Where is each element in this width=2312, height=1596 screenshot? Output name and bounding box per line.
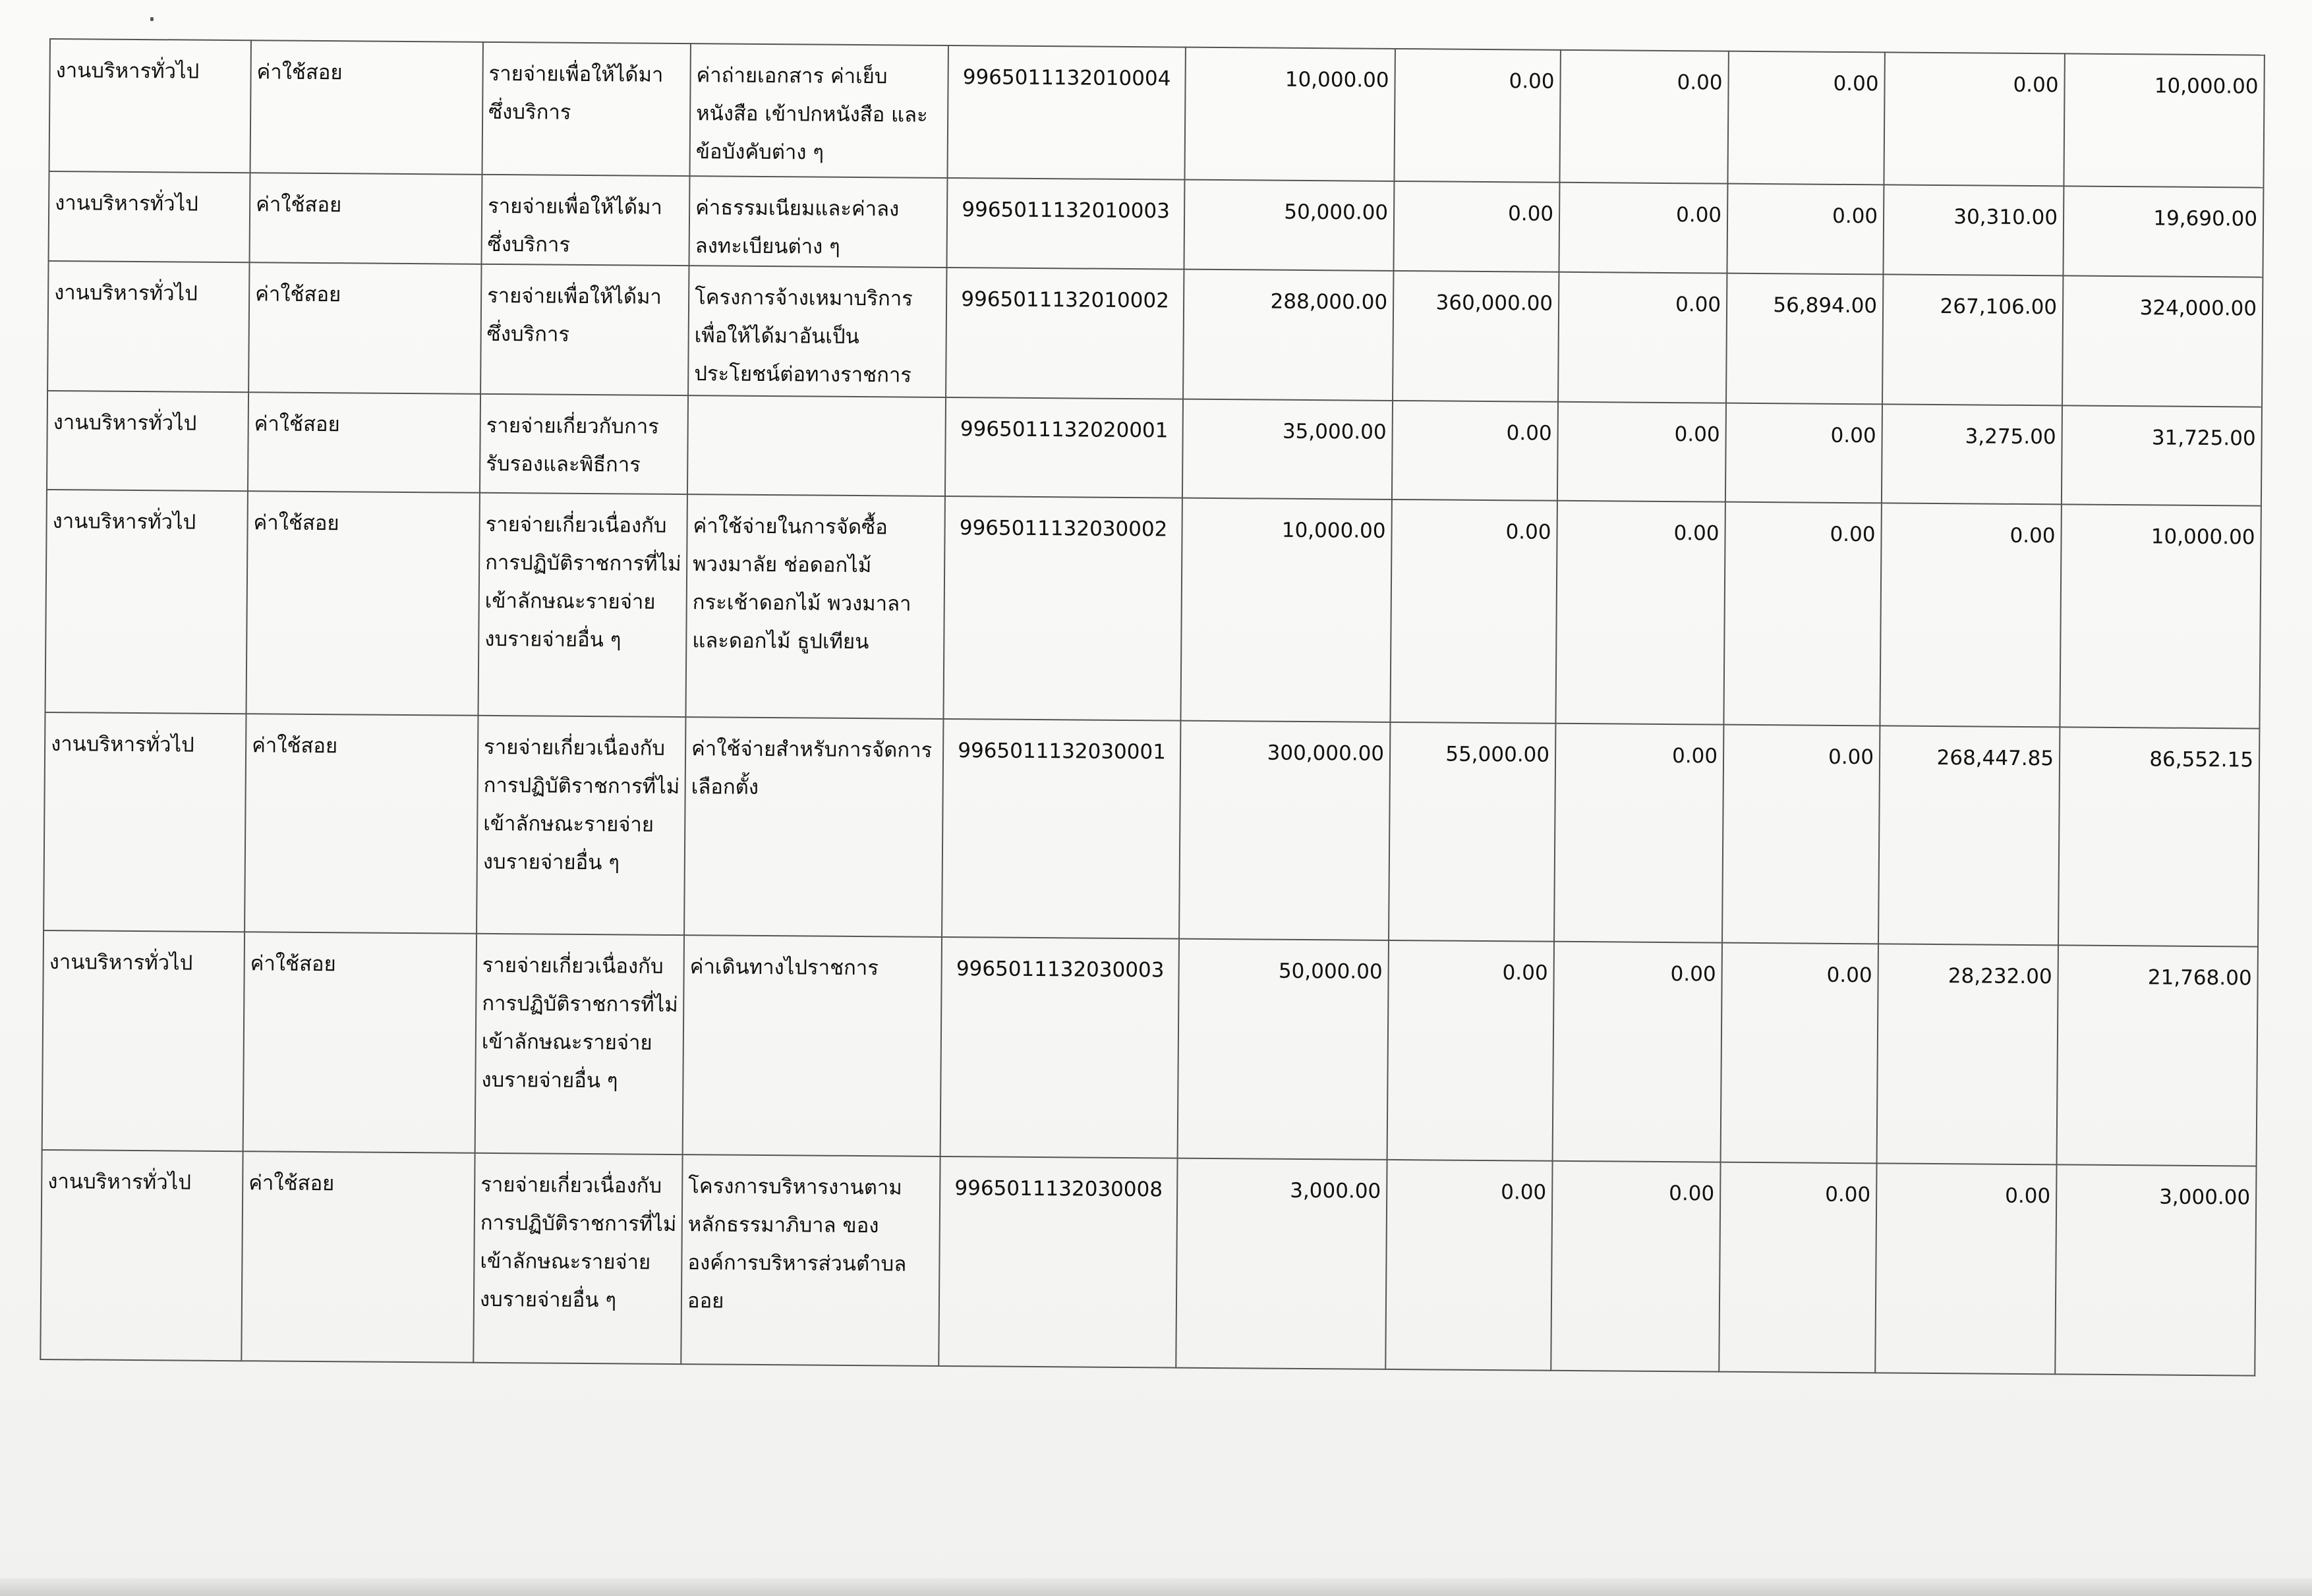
item-line: หนังสือ เข้าปกหนังสือ และ	[696, 101, 928, 127]
budget-amount-cell	[1179, 721, 1390, 940]
department-text: งานบริหารทั่วไป	[47, 1170, 192, 1195]
v1-text: 10,000.00	[1285, 67, 1389, 92]
red-value-cell-2	[1727, 51, 1884, 185]
red-value-cell-1	[1559, 183, 1727, 273]
table-row	[47, 391, 2262, 506]
v1-text: 50,000.00	[1278, 959, 1383, 984]
item-line: โครงการจ้างเหมาบริการ	[695, 285, 913, 311]
category-cell	[243, 932, 477, 1153]
red-value-cell-1	[1555, 501, 1725, 725]
table-row	[42, 930, 2258, 1166]
type-line: การปฏิบัติราชการที่ไม่	[480, 1211, 677, 1237]
remaining-amount-cell	[2060, 504, 2261, 728]
type-line: เข้าลักษณะรายจ่าย	[481, 1029, 652, 1055]
category-cell	[245, 714, 478, 934]
account-code-cell	[947, 45, 1185, 180]
type-line: ซึ่งบริการ	[488, 100, 571, 125]
spent-amount-cell	[1882, 274, 2063, 405]
v6-text: 19,690.00	[2153, 206, 2258, 231]
department-cell	[45, 490, 248, 714]
speck-mark	[150, 17, 154, 21]
type-line: การปฏิบัติราชการที่ไม่	[483, 773, 680, 799]
red-value-cell-1	[1554, 724, 1723, 943]
v5-text: 28,232.00	[1948, 964, 2052, 989]
type-line: เข้าลักษณะรายจ่าย	[484, 588, 656, 614]
v5-text: 3,275.00	[1965, 424, 2056, 449]
v6-text: 21,768.00	[2147, 965, 2252, 990]
spent-amount-cell	[1875, 1163, 2056, 1374]
v4-text: 0.00	[1833, 71, 1879, 96]
item-line: องค์การบริหารส่วนตำบล	[687, 1251, 907, 1276]
v5-text: 268,447.85	[1936, 746, 2054, 771]
spent-amount-cell	[1878, 726, 2060, 945]
type-line: เข้าลักษณะรายจ่าย	[483, 811, 654, 837]
transfer-in-cell	[1385, 1160, 1552, 1371]
table-row	[40, 1150, 2256, 1376]
category-cell	[248, 392, 480, 493]
v1-text: 35,000.00	[1282, 419, 1387, 444]
v6-text: 31,725.00	[2151, 426, 2256, 451]
transfer-in-cell	[1390, 499, 1557, 724]
category-cell	[250, 173, 482, 264]
category-cell	[246, 491, 479, 716]
v6-text: 10,000.00	[2151, 525, 2255, 550]
v6-text: 324,000.00	[2139, 296, 2257, 321]
transfer-in-cell	[1394, 49, 1560, 183]
category-text: ค่าใช้สอย	[254, 412, 340, 437]
v4-text: 0.00	[1830, 522, 1876, 547]
v3-text: 0.00	[1675, 293, 1721, 317]
account-code-cell	[945, 397, 1183, 498]
budget-amount-cell	[1182, 399, 1393, 499]
remaining-amount-cell	[2063, 186, 2263, 277]
account-code-cell	[940, 937, 1179, 1158]
category-cell	[250, 40, 483, 175]
type-line: รับรองและพิธีการ	[486, 451, 641, 477]
v4-text: 0.00	[1832, 204, 1878, 229]
type-line: งบรายจ่ายอื่น ๆ	[481, 1068, 618, 1093]
type-line: การปฏิบัติราชการที่ไม่	[485, 550, 681, 577]
red-value-cell-1	[1559, 50, 1728, 184]
red-value-cell-2	[1726, 273, 1883, 405]
budget-amount-cell	[1184, 180, 1394, 271]
code-text: 9965011132030003	[956, 957, 1165, 983]
spent-amount-cell	[1877, 944, 2058, 1164]
type-line: งบรายจ่ายอื่น ๆ	[479, 1287, 617, 1313]
item-line: ออย	[687, 1289, 724, 1313]
type-line: รายจ่ายเกี่ยวกับการ	[486, 413, 660, 439]
v1-text: 10,000.00	[1281, 518, 1386, 543]
item-line: ค่าใช้จ่ายในการจัดซื้อ	[693, 514, 888, 540]
expense-type-cell	[473, 1153, 682, 1364]
transfer-in-cell	[1387, 940, 1554, 1161]
transfer-in-cell	[1389, 722, 1555, 942]
v5-text: 0.00	[2005, 1183, 2051, 1209]
red-value-cell-2	[1727, 184, 1884, 275]
v3-text: 0.00	[1671, 744, 1718, 768]
remaining-amount-cell	[2062, 405, 2262, 505]
budget-table	[40, 38, 2265, 1377]
item-name-cell[interactable]	[681, 1154, 940, 1366]
department-cell	[49, 171, 250, 262]
department-cell	[49, 39, 251, 173]
expense-type-cell	[475, 934, 684, 1154]
type-line: รายจ่ายเพื่อให้ได้มา	[487, 283, 662, 309]
account-code-cell	[943, 496, 1182, 721]
item-line: และดอกไม้ ธูปเทียน	[692, 629, 869, 654]
expense-type-cell	[477, 716, 685, 935]
red-value-cell-1	[1551, 1161, 1720, 1372]
category-text: ค่าใช้สอย	[253, 511, 339, 536]
category-text: ค่าใช้สอย	[256, 60, 343, 85]
type-line: ซึ่งบริการ	[486, 322, 570, 347]
code-text: 9965011132030002	[959, 516, 1168, 542]
table-row	[47, 261, 2263, 407]
item-name-cell[interactable]	[685, 494, 944, 719]
item-name-cell[interactable]	[689, 176, 947, 268]
remaining-amount-cell	[2058, 727, 2259, 946]
type-line: รายจ่ายเพื่อให้ได้มา	[488, 194, 663, 219]
v3-text: 0.00	[1669, 1182, 1715, 1206]
v3-text: 0.00	[1677, 71, 1723, 95]
department-cell	[40, 1150, 243, 1361]
budget-amount-cell	[1180, 498, 1391, 722]
v6-text: 86,552.15	[2149, 747, 2254, 772]
table-row	[49, 171, 2264, 277]
scan-edge	[0, 1578, 2312, 1596]
v3-text: 0.00	[1670, 962, 1716, 986]
type-line: งบรายจ่ายอื่น ๆ	[482, 849, 620, 875]
account-code-cell	[946, 268, 1184, 399]
v5-text: 267,106.00	[1940, 295, 2058, 320]
expense-type-cell	[482, 42, 691, 176]
department-cell	[47, 391, 248, 491]
category-text: ค่าใช้สอย	[256, 192, 342, 217]
item-line: ข้อบังคับต่าง ๆ	[695, 140, 824, 165]
department-cell	[47, 261, 249, 392]
red-value-cell-2	[1722, 725, 1880, 944]
code-text: 9965011132010004	[962, 65, 1171, 91]
item-name-cell[interactable]	[683, 935, 942, 1156]
item-line: พวงมาลัย ช่อดอกไม้	[693, 552, 872, 578]
code-text: 9965011132030008	[954, 1176, 1163, 1202]
table-row	[49, 39, 2265, 188]
item-name-cell[interactable]	[688, 266, 946, 397]
item-line: เลือกตั้ง	[691, 775, 759, 799]
v5-text: 0.00	[2013, 72, 2059, 98]
code-text: 9965011132010003	[962, 198, 1170, 223]
red-value-cell-2	[1725, 403, 1882, 503]
budget-amount-cell	[1176, 1158, 1387, 1369]
v4-text: 0.00	[1826, 963, 1872, 988]
department-cell	[42, 930, 245, 1151]
code-text: 9965011132030001	[958, 739, 1167, 764]
type-line: รายจ่ายเกี่ยวเนื่องกับ	[483, 735, 666, 760]
type-line: การปฏิบัติราชการที่ไม่	[482, 991, 678, 1017]
expense-type-cell	[478, 493, 687, 717]
remaining-amount-cell	[2055, 1164, 2256, 1375]
category-text: ค่าใช้สอย	[248, 1171, 335, 1196]
red-value-cell-1	[1553, 942, 1722, 1162]
v4-text: 0.00	[1828, 745, 1874, 770]
expense-type-cell	[480, 264, 689, 395]
v3-text: 0.00	[1675, 203, 1722, 227]
item-name-cell[interactable]	[689, 43, 948, 178]
account-code-cell	[942, 719, 1180, 939]
v3-text: 0.00	[1673, 521, 1720, 546]
category-cell	[248, 262, 481, 394]
type-line: รายจ่ายเพื่อให้ได้มา	[488, 61, 664, 87]
remaining-amount-cell	[2057, 945, 2258, 1166]
v2-text: 0.00	[1507, 202, 1554, 226]
item-line: ค่าเดินทางไปราชการ	[689, 955, 879, 981]
department-text: งานบริหารทั่วไป	[51, 732, 194, 757]
account-code-cell	[939, 1156, 1177, 1368]
type-line: เข้าลักษณะรายจ่าย	[480, 1249, 651, 1274]
v6-text: 10,000.00	[2154, 74, 2259, 99]
v2-text: 55,000.00	[1445, 742, 1550, 767]
budget-amount-cell	[1184, 47, 1395, 181]
item-line: เพื่อให้ได้มาอันเป็น	[694, 324, 859, 349]
item-line: ค่าธรรมเนียมและค่าลง	[695, 196, 900, 221]
item-name-cell[interactable]	[687, 395, 946, 496]
v5-text: 0.00	[2009, 523, 2056, 548]
v3-text: 0.00	[1674, 422, 1720, 447]
v1-text: 288,000.00	[1270, 289, 1388, 314]
code-text: 9965011132010002	[961, 287, 1170, 313]
red-value-cell-2	[1723, 502, 1881, 726]
expense-type-cell	[482, 175, 690, 266]
remaining-amount-cell	[2062, 275, 2263, 407]
category-cell	[241, 1151, 475, 1363]
item-line: หลักธรรมาภิบาล ของ	[687, 1212, 879, 1238]
v1-text: 300,000.00	[1267, 741, 1385, 766]
type-line: รายจ่ายเกี่ยวเนื่องกับ	[485, 512, 667, 538]
department-text: งานบริหารทั่วไป	[54, 281, 198, 306]
table-row	[43, 712, 2259, 947]
red-value-cell-2	[1721, 943, 1878, 1164]
remaining-amount-cell	[2064, 53, 2264, 187]
v4-text: 56,894.00	[1773, 293, 1878, 318]
department-text: งานบริหารทั่วไป	[49, 950, 193, 975]
v5-text: 30,310.00	[1953, 205, 2058, 230]
v6-text: 3,000.00	[2159, 1185, 2251, 1210]
v4-text: 0.00	[1830, 423, 1876, 448]
category-text: ค่าใช้สอย	[255, 282, 341, 307]
item-line: โครงการบริหารงานตาม	[688, 1174, 902, 1200]
department-text: งานบริหารทั่วไป	[52, 509, 196, 534]
v2-text: 0.00	[1501, 1180, 1547, 1205]
type-line: รายจ่ายเกี่ยวเนื่องกับ	[482, 953, 664, 979]
department-text: งานบริหารทั่วไป	[55, 59, 200, 84]
v2-text: 0.00	[1505, 520, 1551, 544]
type-line: รายจ่ายเกี่ยวเนื่องกับ	[480, 1172, 662, 1198]
red-value-cell-1	[1558, 272, 1727, 403]
category-text: ค่าใช้สอย	[252, 733, 338, 758]
v1-text: 50,000.00	[1284, 200, 1389, 225]
item-line: ค่าใช้จ่ายสำหรับการจัดการ	[691, 737, 933, 762]
v2-text: 360,000.00	[1435, 291, 1553, 316]
spent-amount-cell	[1884, 52, 2064, 186]
department-cell	[43, 712, 246, 932]
department-text: งานบริหารทั่วไป	[53, 411, 197, 436]
v2-text: 0.00	[1502, 961, 1548, 985]
transfer-in-cell	[1392, 401, 1558, 501]
red-value-cell-2	[1719, 1162, 1876, 1373]
account-code-cell	[946, 178, 1184, 270]
item-name-cell[interactable]	[684, 717, 943, 937]
category-text: ค่าใช้สอย	[250, 952, 336, 977]
table-row	[45, 490, 2261, 729]
spent-amount-cell	[1880, 503, 2061, 727]
transfer-in-cell	[1393, 271, 1559, 402]
item-line: ประโยชน์ต่อทางราชการ	[694, 362, 912, 387]
v1-text: 3,000.00	[1290, 1178, 1381, 1203]
budget-amount-cell	[1178, 939, 1389, 1160]
v2-text: 0.00	[1509, 69, 1555, 94]
budget-amount-cell	[1183, 270, 1393, 401]
item-line: ลงทะเบียนต่าง ๆ	[695, 234, 840, 259]
v4-text: 0.00	[1825, 1182, 1871, 1207]
type-line: งบรายจ่ายอื่น ๆ	[484, 627, 621, 652]
expense-type-cell	[480, 394, 688, 494]
item-line: ค่าถ่ายเอกสาร ค่าเย็บ	[696, 63, 888, 89]
spent-amount-cell	[1883, 185, 2064, 275]
spent-amount-cell	[1882, 404, 2062, 504]
code-text: 9965011132020001	[960, 417, 1169, 443]
item-line: กระเช้าดอกไม้ พวงมาลา	[692, 590, 911, 616]
red-value-cell-1	[1557, 402, 1726, 502]
type-line: ซึ่งบริการ	[487, 232, 571, 257]
v2-text: 0.00	[1506, 421, 1552, 445]
department-text: งานบริหารทั่วไป	[55, 191, 198, 216]
transfer-in-cell	[1393, 181, 1559, 272]
